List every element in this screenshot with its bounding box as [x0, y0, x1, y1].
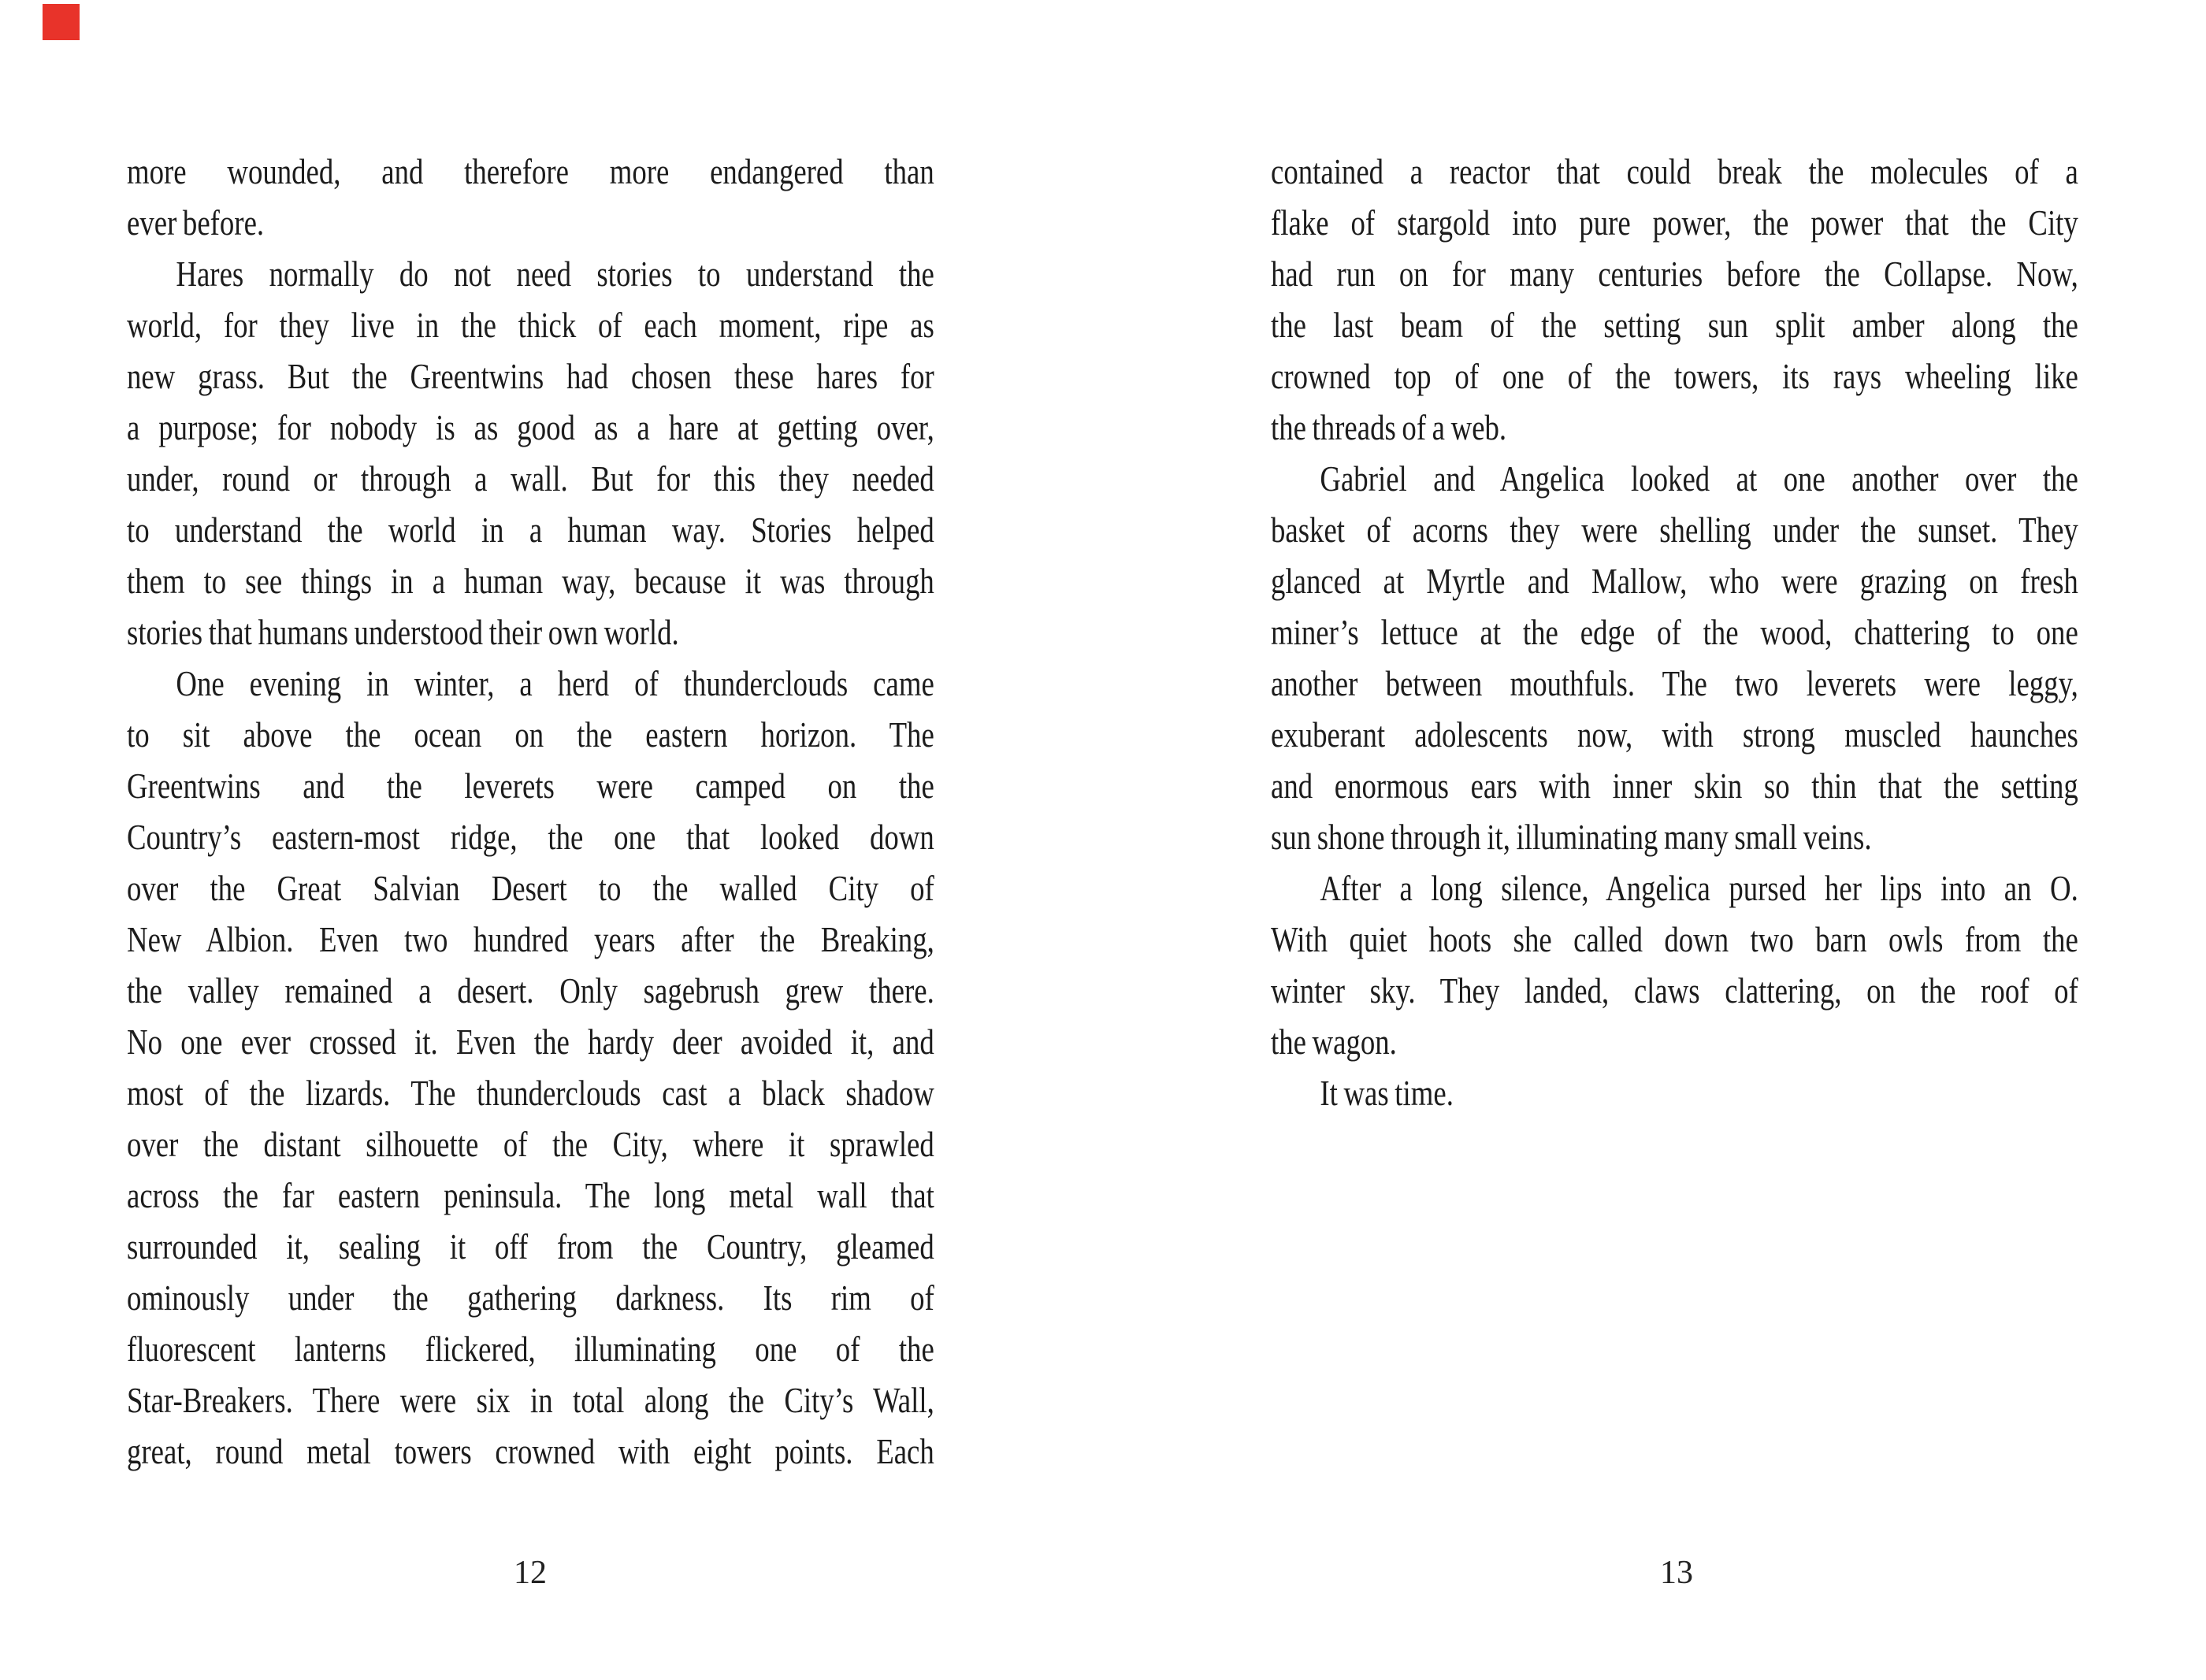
text-line: stories that humans understood their own world. [127, 612, 679, 652]
text-line: After a long silence, Angelica pursed her lips into an O. [1320, 868, 2078, 908]
text-line: them to see things in a human way, because it was through [127, 561, 934, 601]
text-line: It was time. [1320, 1073, 1454, 1113]
text-line: ominously under the gathering darkness. Its rim of [127, 1278, 934, 1318]
paragraph [1271, 1067, 2078, 1118]
text-line: more wounded, and therefore more endangered than [127, 151, 934, 191]
text-line: New Albion. Even two hundred years after the Breaking, [127, 919, 934, 959]
paragraph [1271, 453, 2078, 862]
text-line: surrounded it, sealing it off from the Country, gleamed [127, 1226, 934, 1266]
text-line: another between mouthfuls. The two leverets were leggy, [1271, 663, 2078, 703]
text-line: flake of stargold into pure power, the power that the City [1271, 202, 2078, 243]
right-page-text-column [1271, 146, 2078, 1118]
text-line: Country’s eastern-most ridge, the one that looked down [127, 817, 934, 857]
paragraph [1271, 862, 2078, 1067]
text-line: ever before. [127, 202, 265, 243]
text-line: basket of acorns they were shelling under the sunset. They [1271, 510, 2078, 550]
text-line: Gabriel and Angelica looked at one another over the [1320, 458, 2078, 499]
text-line: new grass. But the Greentwins had chosen these hares for [127, 356, 934, 396]
text-line: a purpose; for nobody is as good as a hare at getting over, [127, 407, 934, 447]
text-line: under, round or through a wall. But for this they needed [127, 458, 934, 499]
right-page-number: 13 [1660, 1555, 1693, 1591]
paragraph [127, 658, 934, 1477]
bookmark-ribbon [43, 4, 80, 40]
text-line: winter sky. They landed, claws clattering, on the roof of [1271, 970, 2078, 1011]
text-line: the threads of a web. [1271, 407, 1507, 447]
text-line: Star-Breakers. There were six in total along the City’s Wall, [127, 1380, 934, 1420]
text-line: miner’s lettuce at the edge of the wood, chattering to one [1271, 612, 2078, 652]
text-line: great, round metal towers crowned with eight points. Each [127, 1431, 934, 1471]
text-line: the last beam of the setting sun split amber along the [1271, 305, 2078, 345]
left-page-text-column [127, 146, 934, 1477]
left-page-number: 12 [514, 1555, 547, 1591]
text-line: over the distant silhouette of the City, where it sprawled [127, 1124, 934, 1164]
text-line: Greentwins and the leverets were camped on the [127, 766, 934, 806]
paragraph [1271, 146, 2078, 453]
text-line: world, for they live in the thick of each moment, ripe as [127, 305, 934, 345]
text-line: No one ever crossed it. Even the hardy deer avoided it, and [127, 1022, 934, 1062]
text-line: With quiet hoots she called down two barn owls from the [1271, 919, 2078, 959]
text-line: One evening in winter, a herd of thunderclouds came [176, 663, 934, 703]
text-line: over the Great Salvian Desert to the walled City of [127, 868, 934, 908]
text-line: had run on for many centuries before the Collapse. Now, [1271, 254, 2078, 294]
text-line: and enormous ears with inner skin so thin that the setting [1271, 766, 2078, 806]
text-line: sun shone through it, illuminating many small veins. [1271, 817, 1872, 857]
text-line: exuberant adolescents now, with strong muscled haunches [1271, 714, 2078, 755]
text-line: the wagon. [1271, 1022, 1397, 1062]
text-line: across the far eastern peninsula. The long metal wall that [127, 1175, 934, 1215]
text-line: most of the lizards. The thunderclouds cast a black shadow [127, 1073, 934, 1113]
paragraph [127, 248, 934, 658]
text-line: fluorescent lanterns flickered, illuminating one of the [127, 1329, 934, 1369]
paragraph [127, 146, 934, 248]
text-line: Hares normally do not need stories to understand the [176, 254, 934, 294]
text-line: the valley remained a desert. Only sagebrush grew there. [127, 970, 934, 1011]
text-line: glanced at Myrtle and Mallow, who were grazing on fresh [1271, 561, 2078, 601]
text-line: contained a reactor that could break the molecules of a [1271, 151, 2078, 191]
text-line: to sit above the ocean on the eastern horizon. The [127, 714, 934, 755]
text-line: crowned top of one of the towers, its rays wheeling like [1271, 356, 2078, 396]
text-line: to understand the world in a human way. Stories helped [127, 510, 934, 550]
